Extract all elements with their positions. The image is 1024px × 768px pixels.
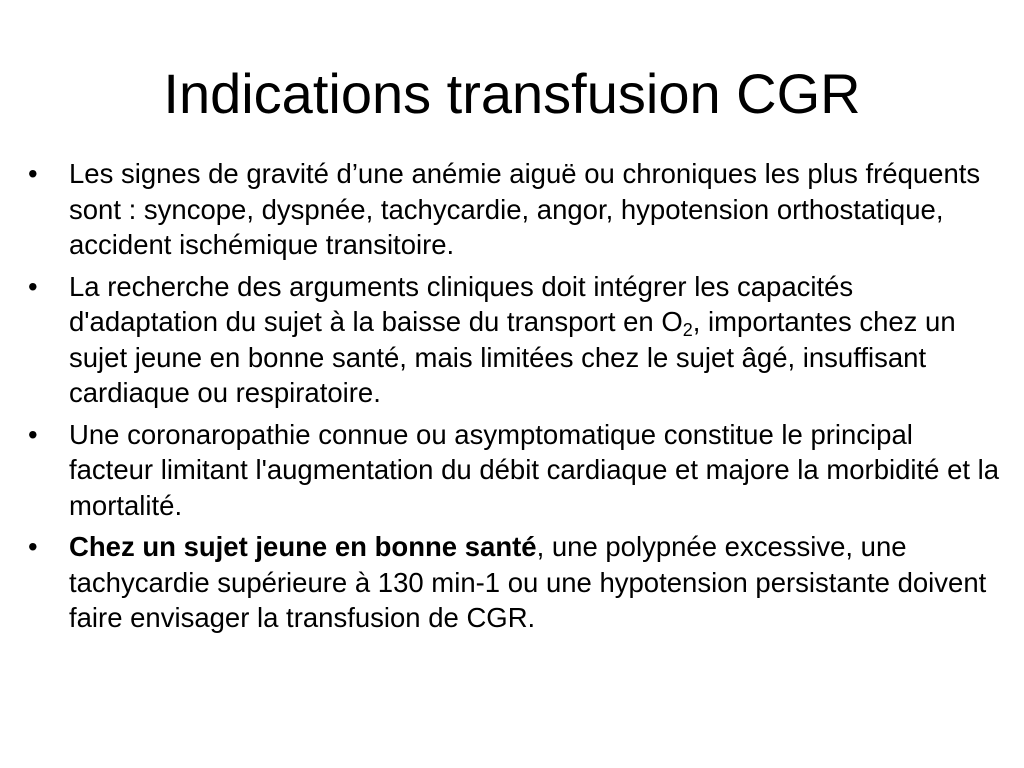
bullet-item-young-healthy [28, 529, 1003, 636]
bullet-text: Une coronaropathie connue ou asymptomatique constitue le principal facteur limitant l'augmentation du débit cardiaque et majore la morbidité et la mortalité. [69, 418, 1000, 521]
bullet-icon: • [28, 158, 38, 189]
bullet-icon: • [28, 531, 38, 562]
bullet-icon: • [28, 270, 38, 302]
bullet-text: Les signes de gravité d’une anémie aiguë ou chroniques les plus fréquents sont : syncope, dyspnée, tachycardie, angor, hypotension orthostatique, accident ischémique transitoire. [69, 158, 981, 260]
bullet-item-gravity-signs [28, 156, 1003, 263]
bullet-bold-text: Chez un sujet jeune en bonne santé [69, 531, 537, 562]
bullet-icon: • [28, 418, 38, 450]
bullet-item-coronaropathy [28, 417, 1003, 524]
bullet-list [28, 156, 1003, 642]
bullet-item-clinical-arguments [28, 269, 1003, 411]
bullet-text-part1: La recherche des arguments cliniques doit intégrer les capacités d'adaptation du sujet à la baisse du transport en O [69, 270, 854, 337]
bullet-text: , une polypnée excessive, une tachycardie supérieure à 130 min-1 ou une hypotension persistante doivent faire envisager la transfusion de CGR. [69, 531, 987, 633]
slide-title: Indications transfusion CGR [163, 62, 861, 125]
bullet-text-part2: , importantes chez un sujet jeune en bonne santé, mais limitées chez le sujet âgé, insuffisant cardiaque ou respiratoire. [69, 306, 956, 408]
subscript-2: 2 [682, 320, 693, 340]
